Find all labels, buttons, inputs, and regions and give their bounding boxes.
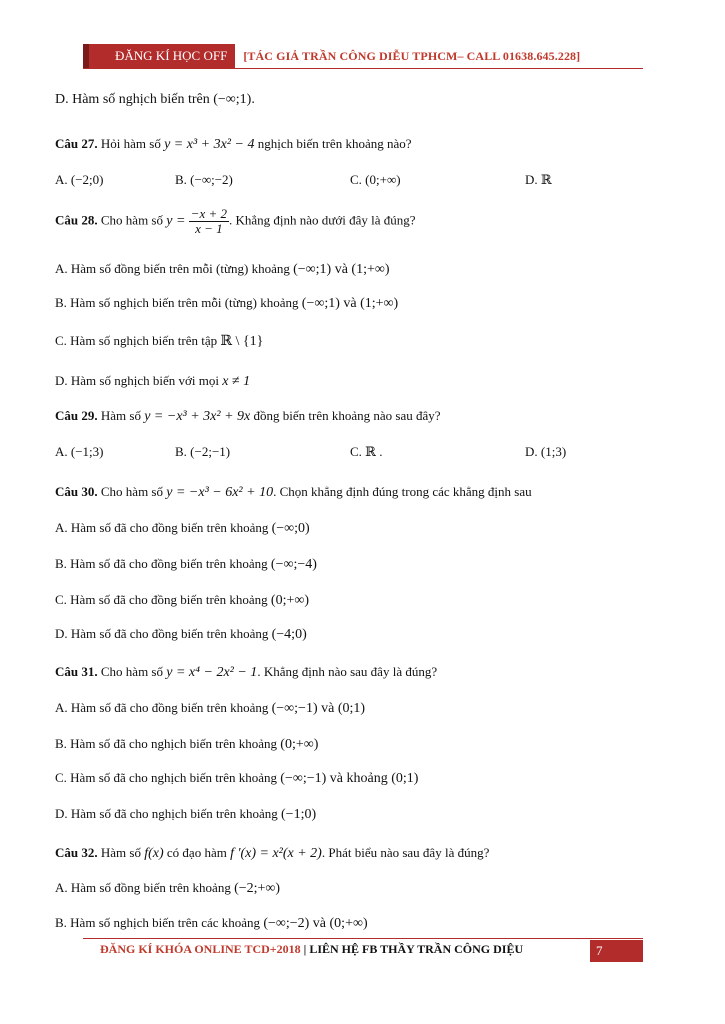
q31-option-d: D. Hàm số đã cho nghịch biến trên khoảng (−1;0) xyxy=(55,806,317,822)
q31-option-b: B. Hàm số đã cho nghịch biến trên khoảng (0;+∞) xyxy=(55,736,319,752)
q29-option-d: D. (1;3) xyxy=(525,444,567,459)
page-number: 7 xyxy=(590,940,643,962)
question-29: Câu 29. Hàm số y = −x³ + 3x² + 9x đồng biến trên khoảng nào sau đây? xyxy=(55,408,441,424)
q27-option-c: C. (0;+∞) xyxy=(350,172,401,187)
q28-option-a: A. Hàm số đồng biến trên mỗi (từng) khoảng (−∞;1) và (1;+∞) xyxy=(55,261,390,277)
q30-option-a: A. Hàm số đã cho đồng biến trên khoảng (−∞;0) xyxy=(55,520,310,536)
question-32: Câu 32. Hàm số f(x) có đạo hàm f '(x) = x²(x + 2). Phát biểu nào sau đây là đúng? xyxy=(55,845,490,861)
question-28: Câu 28. Cho hàm số y = $\frac{-x + 2}{x - 1}$ . Khẳng định nào dưới đây là đúng? xyxy=(55,206,416,236)
question-31: Câu 31. Cho hàm số y = x⁴ − 2x² − 1. Khẳng định nào sau đây là đúng? xyxy=(55,664,438,680)
q27-option-a: A. (−2;0) xyxy=(55,172,104,187)
q32-option-b: B. Hàm số nghịch biến trên các khoảng (−∞;−2) và (0;+∞) xyxy=(55,915,368,931)
page-header xyxy=(83,44,580,68)
footer-rule xyxy=(83,938,643,939)
question-27: Câu 27. Hỏi hàm số y = x³ + 3x² − 4 nghịch biến trên khoảng nào? xyxy=(55,136,412,152)
header-rule xyxy=(83,68,643,69)
q27-option-b: B. (−∞;−2) xyxy=(175,172,233,187)
q30-option-b: B. Hàm số đã cho đồng biến trên khoảng (−∞;−4) xyxy=(55,556,317,572)
q27-option-d: D. ℝ xyxy=(525,172,552,187)
question-30: Câu 30. Cho hàm số y = −x³ − 6x² + 10. Chọn khẳng định đúng trong các khẳng định sau xyxy=(55,484,532,500)
q29-option-c: C. ℝ . xyxy=(350,444,383,459)
header-text: [TÁC GIẢ TRẦN CÔNG DIỄU TPHCM– CALL 01638.645.228] xyxy=(243,48,581,63)
q30-option-c: C. Hàm số đã cho đồng biến trên khoảng (0;+∞) xyxy=(55,592,309,608)
q31-option-a: A. Hàm số đã cho đồng biến trên khoảng (−∞;−1) và (0;1) xyxy=(55,700,366,716)
q29-option-b: B. (−2;−1) xyxy=(175,444,231,459)
page-footer: ĐĂNG KÍ KHÓA ONLINE TCD+2018 | LIÊN HỆ FB THẦY TRẦN CÔNG DIỆU xyxy=(100,942,524,956)
prev-option-d: D. Hàm số nghịch biến trên (−∞;1). xyxy=(55,92,255,107)
q32-option-a: A. Hàm số đồng biến trên khoảng (−2;+∞) xyxy=(55,880,281,896)
q29-option-a: A. (−1;3) xyxy=(55,444,104,459)
q31-option-c: C. Hàm số đã cho nghịch biến trên khoảng (−∞;−1) và khoảng (0;1) xyxy=(55,770,419,786)
q28-option-b: B. Hàm số nghịch biến trên mỗi (từng) khoảng (−∞;1) và (1;+∞) xyxy=(55,295,399,311)
q28-fraction: $\frac{-x + 2}{x - 1}$ xyxy=(190,206,227,236)
q28-option-c: C. Hàm số nghịch biến trên tập ℝ \ {1} xyxy=(55,333,264,349)
q28-option-d: D. Hàm số nghịch biến với mọi x ≠ 1 xyxy=(55,373,251,389)
header-box: ĐĂNG KÍ HỌC OFF xyxy=(83,44,235,68)
q30-option-d: D. Hàm số đã cho đồng biến trên khoảng (−4;0) xyxy=(55,626,307,642)
